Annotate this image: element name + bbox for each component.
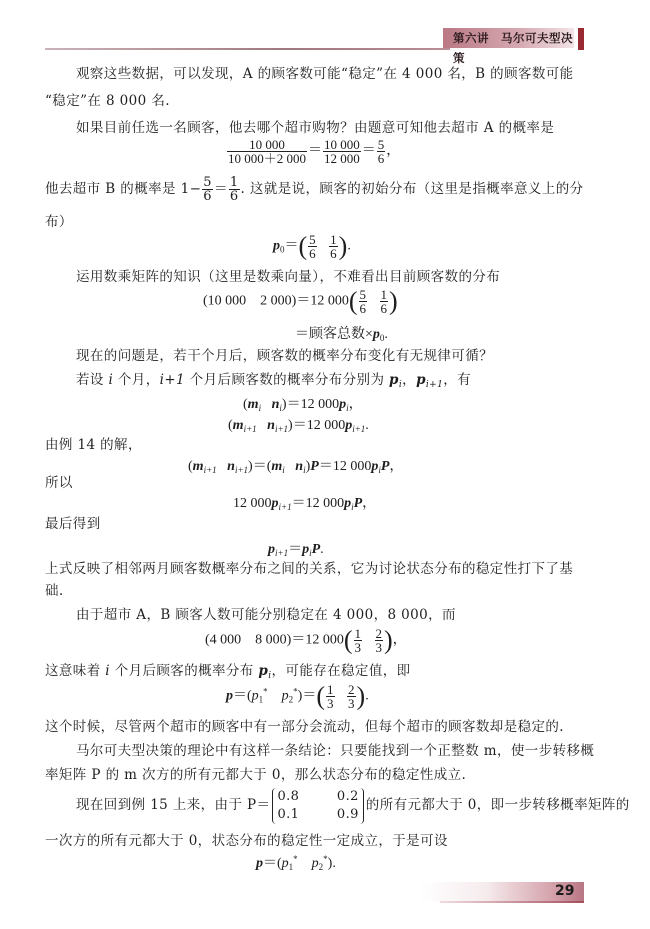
- paragraph-line: 上式反映了相邻两月顾客数概率分布之间的关系，它为讨论状态分布的稳定性打下了基: [45, 561, 574, 577]
- matrix-P: 0.8 0.2 0.1 0.9: [272, 788, 363, 824]
- header-accent-bar: [578, 28, 584, 50]
- formula-total-p0: ＝顾客总数$\times p_0$.: [295, 327, 388, 343]
- paragraph-line: 础.: [45, 583, 64, 599]
- chapter-title: 第六讲 马尔可夫型决策: [443, 28, 574, 48]
- formula-mi1-ni1: ($m_{i+1}$ $n_{i+1})=12$ $000p_{i+1}$.: [228, 418, 369, 434]
- formula-p-final: $p=(p_1^*$ $p_2^*$).: [256, 854, 336, 872]
- paragraph-line: 运用数乘矩阵的知识（这里是数乘向量），不难看出目前顾客数的分布: [76, 269, 501, 285]
- paragraph-pi: 若设 i 个月，i+1 个月后顾客数的概率分布分别为 $p_i$，$p_{i+1}$，有: [76, 372, 472, 390]
- paragraph-line: 这个时候，尽管两个超市的顾客中有一部分会流动，但每个超市的顾客数却是稳定的.: [45, 719, 564, 735]
- formula-recursion: $p_{i+1}=p_iP$.: [268, 542, 324, 558]
- paragraph-line: “稳定”在 8 000 名.: [45, 93, 170, 109]
- formula-distribution: (10 000 2 000)＝12 000( $\frac{5}{6}$ $\frac{1}{6}$ ): [203, 286, 398, 316]
- formula-p-star: $p=(p_1^*$ $p_2^*)=$( $\frac{1}{3}$ $\frac{2}{3}$ ).: [226, 681, 369, 711]
- paragraph-line: 观察这些数据，可以发现，A 的顾客数可能“稳定”在 4 000 名，B 的顾客数可能: [76, 66, 574, 82]
- paragraph-line: 布）: [45, 214, 73, 230]
- paragraph-line: 由于超市 A，B 顾客人数可能分别稳定在 4 000，8 000，而: [76, 607, 456, 623]
- paragraph-line: 马尔可夫型决策的理论中有这样一条结论：只要能找到一个正整数 m，使一步转移概: [76, 743, 595, 759]
- page-number: 29: [555, 883, 575, 899]
- formula-stable-distribution: (4 000 8 000)＝12 000( $\frac{1}{3}$ $\frac{2}{3}$ )，: [205, 625, 407, 655]
- paragraph-line: 所以: [45, 475, 73, 491]
- paragraph-line: 率矩阵 P 的 m 次方的所有元都大于 0，那么状态分布的稳定性成立.: [45, 767, 467, 783]
- paragraph-line: 最后得到: [45, 516, 101, 532]
- footer-rule: [440, 901, 584, 903]
- formula-mi-ni: ($m_i$ $n_i)=12$ $000p_i$，: [243, 397, 363, 413]
- formula-p0: $p_0=$( $\frac{5}{6}$ $\frac{1}{6}$ ).: [273, 231, 351, 261]
- formula-12000: 12 $000p_{i+1}=12$ $000p_iP$，: [233, 496, 377, 512]
- header-rule: [45, 48, 450, 50]
- paragraph-matrix: 现在回到例 15 上来，由于 P＝ 0.8 0.2 0.1 0.9 的所有元都大于 0，即一步转移概率矩阵的: [76, 788, 630, 822]
- paragraph-prob-b: 他去超市 B 的概率是 1− $\frac{5}{6}$ ＝ $\frac{1}{6}$ . 这就是说，顾客的初始分布（这里是指概率意义上的分: [45, 175, 584, 204]
- paragraph-line: 一次方的所有元都大于 0，状态分布的稳定性一定成立，于是可设: [45, 833, 448, 849]
- paragraph-line: 现在的问题是，若干个月后，顾客数的概率分布变化有无规律可循？: [76, 348, 493, 364]
- formula-prob-a: $\frac{10 000}{10 000+2 000}$ ＝ $\frac{10 000}{12 000}$ ＝ $\frac{5}{6}$ ，: [228, 137, 401, 166]
- formula-transition: ($m_{i+1}$ $n_{i+1})=(m_i$ $n_i)P=12$ $000p_iP$，: [188, 459, 404, 475]
- paragraph-line: 由例 14 的解，: [45, 437, 142, 453]
- paragraph-line: 如果目前任选一名顾客，他去哪个超市购物？由题意可知他去超市 A 的概率是: [76, 120, 555, 136]
- paragraph-stable: 这意味着 i 个月后顾客的概率分布 $p_i$，可能存在稳定值，即: [45, 663, 411, 681]
